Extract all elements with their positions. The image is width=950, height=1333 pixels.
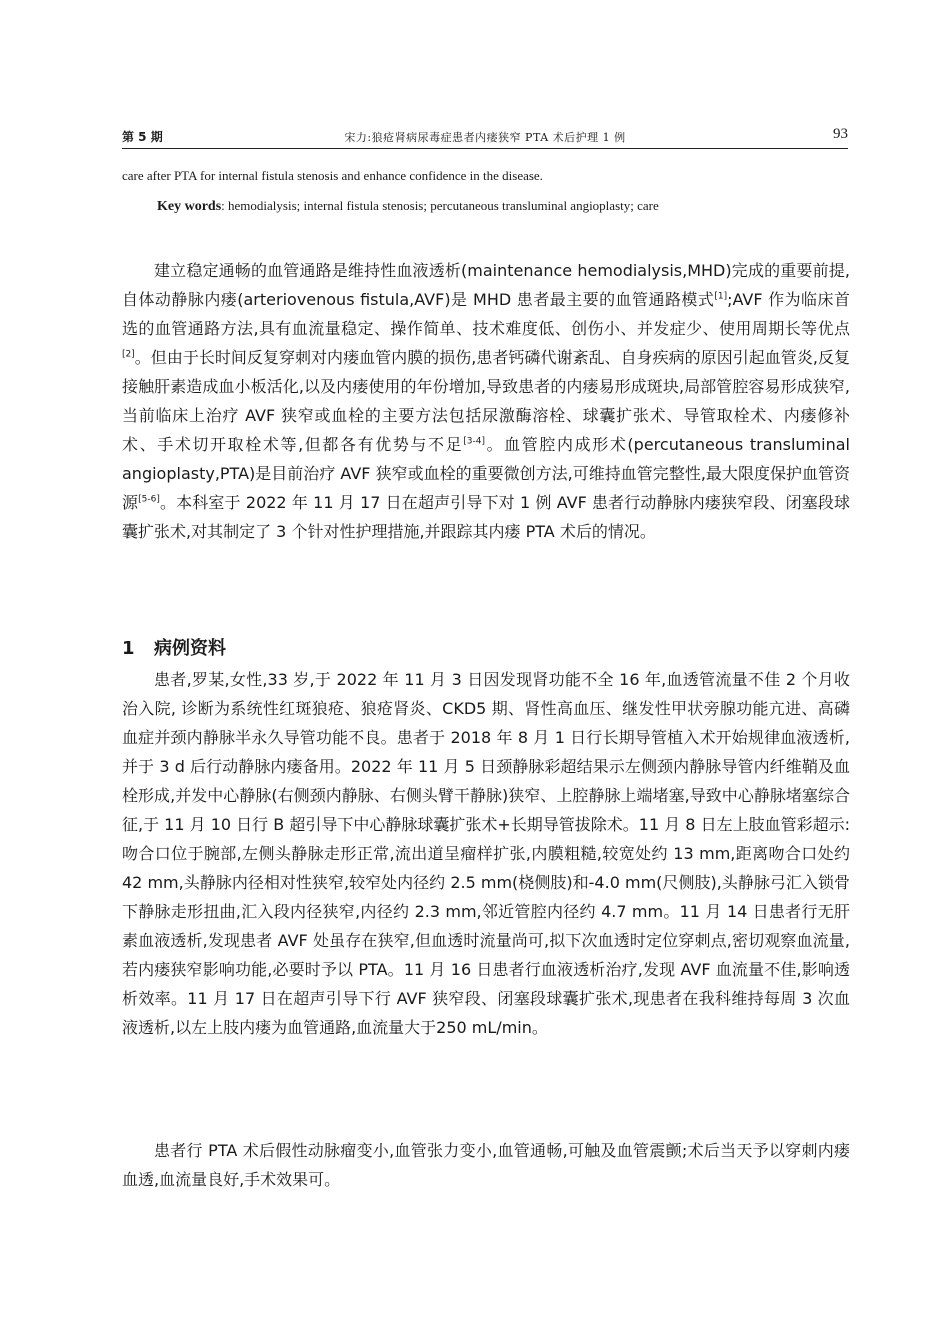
intro-text-4: 。血管腔内成形术(percutaneous transluminal angioplasty,PTA)是目前治疗 AVF 狭窄或血栓的重要微创方法,可维持血管完整性,最大限度保护血管资源: [122, 435, 850, 512]
intro-text-1: 建立稳定通畅的血管通路是维持性血液透析(maintenance hemodialysis,MHD)完成的重要前提,自体动静脉内瘘(arteriovenous fistula,AVF)是 MHD 患者最主要的血管通路模式: [122, 261, 850, 309]
intro-text-2: ;AVF 作为临床首选的血管通路方法,具有血流量稳定、操作简单、技术难度低、创伤小、并发症少、使用周期长等优点: [122, 290, 850, 338]
citation-3: [3-4]: [463, 436, 485, 447]
case-paragraph: 患者,罗某,女性,33 岁,于 2022 年 11 月 3 日因发现肾功能不全 16 年,血透管流量不佳 2 个月收治入院, 诊断为系统性红斑狼疮、狼疮肾炎、CKD5 期、肾性高血压、继发性甲状旁腺功能亢进、高磷血症并颈内静脉半永久导管功能不良。患者于 2018 年 8 月 1 日行长期导管植入术开始规律血液透析,并于 3 d 后行动静脉内瘘备用。2022 年 11 月 5 日颈静脉彩超结果示左侧颈内静脉导管内纤维鞘及血栓形成,并发中心静脉(右侧颈内静脉、右侧头臂干静脉)狭窄、上腔静脉上端堵塞,导致中心静脉堵塞综合征,于 11 月 10 日行 B 超引导下中心静脉球囊扩张术+长期导管拔除术。11 月 8 日左上肢血管彩超示:吻合口位于腕部,左侧头静脉走形正常,流出道呈瘤样扩张,内膜粗糙,较宽处约 13 mm,距离吻合口处约 42 mm,头静脉内径相对性狭窄,较窄处内径约 2.5 mm(桡侧肢)和-4.0 mm(尺侧肢),头静脉弓汇入锁骨下静脉走形扭曲,汇入段内径狭窄,内径约 2.3 mm,邻近管腔内径约 4.7 mm。11 月 14 日患者行无肝素血液透析,发现患者 AVF 处虽存在狭窄,但血透时流量尚可,拟下次血透时定位穿刺点,密切观察血流量,若内瘘狭窄影响功能,必要时予以 PTA。11 月 16 日患者行血液透析治疗,发现 AVF 血流量不佳,影响透析效率。11 月 17 日在超声引导下行 AVF 狭窄段、闭塞段球囊扩张术,现患者在我科维持每周 3 次血液透析,以左上肢内瘘为血管通路,血流量大于250 mL/min。: [122, 670, 850, 1037]
keywords-text: : hemodialysis; internal fistula stenosis; percutaneous transluminal angioplasty; care: [221, 198, 659, 213]
section-number: 1: [122, 638, 135, 659]
intro-text-3: 。但由于长时间反复穿刺对内瘘血管内膜的损伤,患者钙磷代谢紊乱、自身疾病的原因引起血管炎,反复接触肝素造成血小板活化,以及内瘘使用的年份增加,导致患者的内瘘易形成斑块,局部管腔容易形成狭窄,当前临床上治疗 AVF 狭窄或血栓的主要方法包括尿激酶溶栓、球囊扩张术、导管取栓术、内瘘修补术、手术切开取栓术等,但都各有优势与不足: [122, 348, 850, 454]
intro-text-5: 。本科室于 2022 年 11 月 17 日在超声引导下对 1 例 AVF 患者行动静脉内瘘狭窄段、闭塞段球囊扩张术,对其制定了 3 个针对性护理措施,并跟踪其内瘘 PTA 术后的情况。: [122, 493, 850, 541]
keywords: [157, 198, 857, 215]
section-heading: [122, 634, 226, 660]
running-title: 宋力:狼疮肾病尿毒症患者内瘘狭窄 PTA 术后护理 1 例: [344, 131, 626, 144]
abstract-tail: care after PTA for internal fistula stenosis and enhance confidence in the disease.: [122, 168, 543, 183]
section-title: 病例资料: [154, 638, 226, 659]
outcome-paragraph: 患者行 PTA 术后假性动脉瘤变小,血管张力变小,血管通畅,可触及血管震颤;术后当天予以穿刺内瘘血透,血流量良好,手术效果可。: [122, 1141, 850, 1189]
citation-2: [2]: [122, 349, 135, 360]
issue-number: 第 5 期: [122, 130, 163, 144]
page-number: 93: [833, 126, 848, 142]
citation-1: [1]: [714, 291, 728, 302]
keywords-label: Key words: [157, 199, 222, 214]
intro-paragraph: [122, 256, 850, 546]
running-header: [122, 126, 848, 149]
citation-4: [5-6]: [138, 494, 160, 505]
